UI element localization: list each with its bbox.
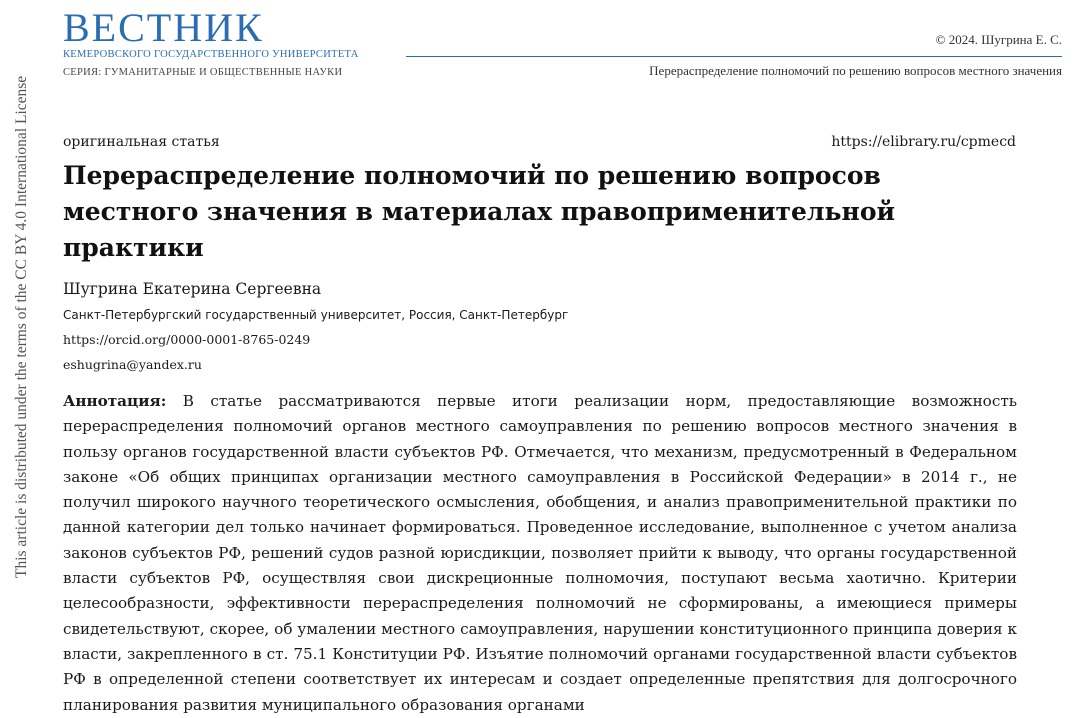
journal-name: ВЕСТНИК [63, 5, 264, 50]
copyright: © 2024. Шугрина Е. С. [935, 32, 1062, 47]
author-name: Шугрина Екатерина Сергеевна [63, 280, 322, 298]
license-note: This article is distributed under the terms of the CC BY 4.0 International License [13, 75, 30, 579]
article-title: Перераспределение полномочий по решению вопросов местного значения в материалах правоприменительной практики [63, 161, 896, 262]
author-affiliation: Санкт-Петербургский государственный университет, Россия, Санкт-Петербург [63, 308, 569, 322]
article-link[interactable]: https://elibrary.ru/cpmecd [831, 134, 1016, 150]
journal-logo [63, 5, 359, 78]
orcid-link[interactable]: https://orcid.org/0000-0001-8765-0249 [63, 332, 311, 347]
header-divider [406, 56, 1062, 57]
running-title: Перераспределение полномочий по решению вопросов местного значения [649, 63, 1062, 78]
journal-series: СЕРИЯ: ГУМАНИТАРНЫЕ И ОБЩЕСТВЕННЫЕ НАУКИ [63, 67, 343, 78]
journal-subtitle: КЕМЕРОВСКОГО ГОСУДАРСТВЕННОГО УНИВЕРСИТЕТА [63, 49, 359, 60]
email-link[interactable]: eshugrina@yandex.ru [63, 357, 202, 372]
abstract-text: В статье рассматриваются первые итоги реализации норм, предоставляющие возможность перераспределения полномочий органов местного самоуправления по решению вопросов местного значения в пользу органов государственной власти субъектов РФ. Отмечается, что механизм, предусмотренный в Федеральном законе «Об общих принципах организации местного самоуправления в Российской Федерации» в 2014 г., не получил широкого научного теоретического осмысления, обобщения, и анализ правоприменительной практики по данной категории дел только начинает формироваться. Проведенное исследование, выполненное с учетом анализа законов субъектов РФ, решений судов разной юрисдикции, позволяет прийти к выводу, что органы государственной власти субъектов РФ, осуществляя свои дискреционные полномочия, поступают весьма хаотично. Критерии целесообразности, эффективности перераспределения полномочий не сформированы, а имеющиеся примеры свидетельствуют, скорее, об умалении местного самоуправления, нарушении конституционного принципа доверия к власти, закрепленного в ст. 75.1 Конституции РФ. Изъятие полномочий органами государственной власти субъектов РФ в определенной степени соответствует их интересам и создает определенные препятствия для долгосрочного планирования развития муниципального образования органами [63, 392, 1018, 714]
abstract-label: Аннотация: [63, 392, 167, 410]
header-meta [936, 32, 1062, 48]
abstract [63, 389, 1017, 718]
article-type: оригинальная статья [63, 134, 220, 150]
